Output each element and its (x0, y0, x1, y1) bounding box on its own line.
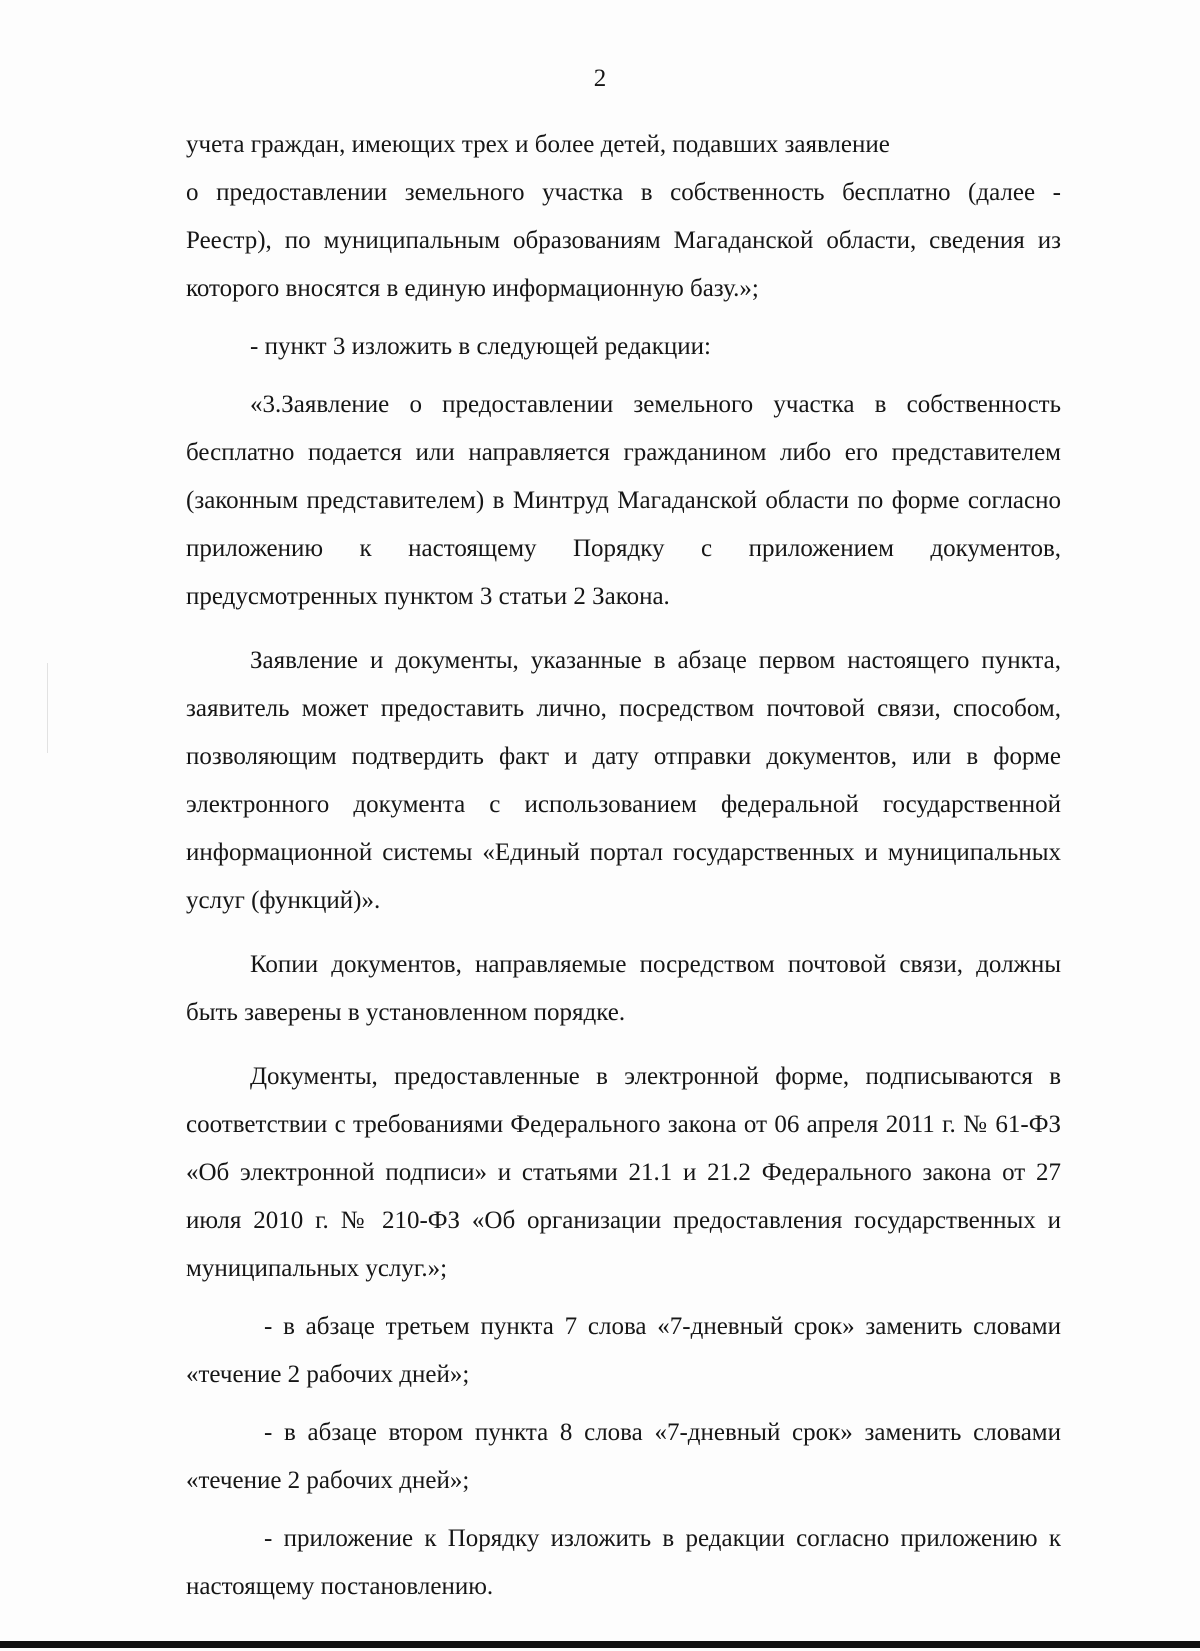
document-body (186, 121, 1061, 1611)
paragraph-item-7-change: - в абзаце третьем пункта 7 слова «7-дневный срок» заменить словами «течение 2 рабочих дней»; (186, 1313, 1061, 1388)
paragraph-item-3-text: «3.Заявление о предоставлении земельного участка в собственность бесплатно подается или направляется гражданином либо его представителем (законным представителем) в Минтруд Магаданской области по форме согласно приложению к настоящему Порядку с приложением документов, предусмотренных пунктом 3 статьи 2 Закона. (186, 391, 1061, 610)
scan-margin-mark (47, 663, 48, 753)
paragraph-item-8-change: - в абзаце втором пункта 8 слова «7-дневный срок» заменить словами «течение 2 рабочих дней»; (186, 1419, 1061, 1494)
paragraph-continuation: о предоставлении земельного участка в собственность бесплатно (далее - Реестр), по муниципальным образованиям Магаданской области, сведения из которого вносятся в единую информационную базу.»; (186, 179, 1061, 302)
bottom-border-line (0, 1641, 1200, 1648)
paragraph-electronic-documents: Документы, предоставленные в электронной форме, подписываются в соответствии с требованиями Федерального закона от 06 апреля 2011 г. № 61-ФЗ «Об электронной подписи» и статьями 21.1 и 21.2 Федерального закона от 27 июля 2010 г. № 210-ФЗ «Об организации предоставления государственных и муниципальных услуг.»; (186, 1063, 1061, 1282)
paragraph-submission-methods: Заявление и документы, указанные в абзаце первом настоящего пункта, заявитель может предоставить лично, посредством почтовой связи, способом, позволяющим подтвердить факт и дату отправки документов, или в форме электронного документа с использованием федеральной государственной информационной системы «Единый портал государственных и муниципальных услуг (функций)». (186, 647, 1061, 914)
page-number: 2 (593, 65, 607, 92)
paragraph-continuation-first-line: учета граждан, имеющих трех и более детей, подавших заявление (186, 131, 890, 158)
paragraph-item-3-intro: - пункт 3 изложить в следующей редакции: (250, 333, 711, 360)
paragraph-copies: Копии документов, направляемые посредством почтовой связи, должны быть заверены в установленном порядке. (186, 951, 1061, 1026)
paragraph-appendix-change: - приложение к Порядку изложить в редакции согласно приложению к настоящему постановлению. (186, 1525, 1061, 1600)
